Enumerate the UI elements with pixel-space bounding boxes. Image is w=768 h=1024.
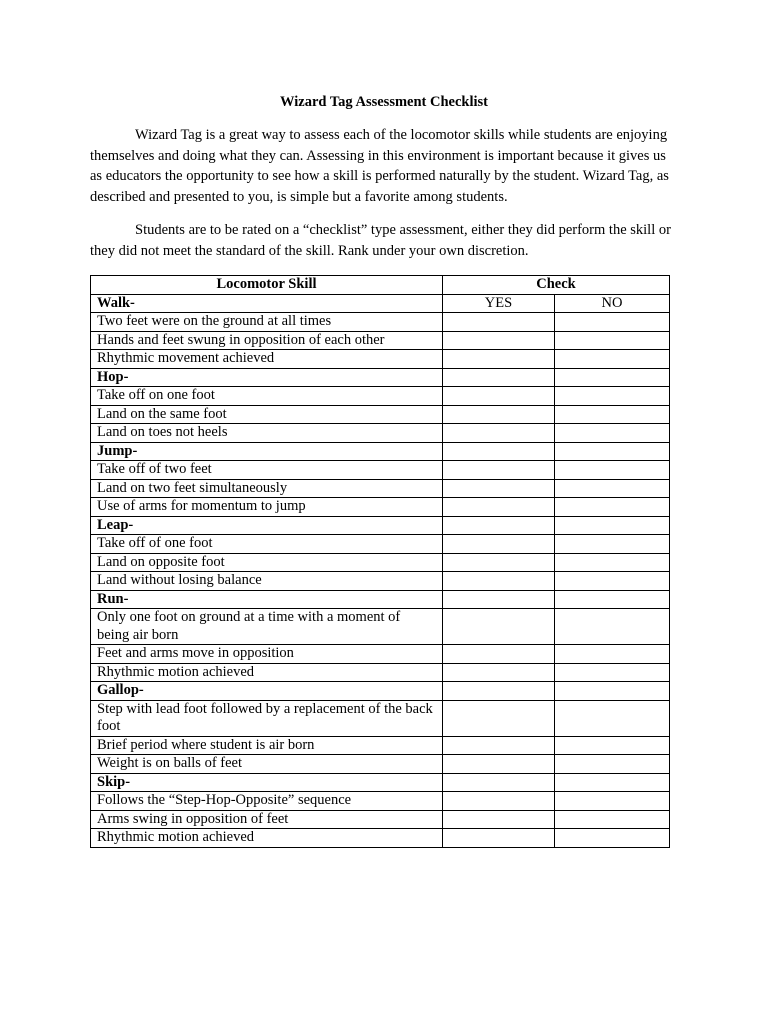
skill-criterion-row (91, 829, 670, 848)
skill-criterion-text: Take off of two feet (91, 461, 443, 480)
yes-check-cell[interactable] (443, 700, 555, 736)
yes-cell[interactable] (443, 516, 555, 535)
yes-cell[interactable] (443, 682, 555, 701)
skill-section-row (91, 590, 670, 609)
skill-section-row (91, 442, 670, 461)
skill-criterion-row (91, 663, 670, 682)
yes-check-cell[interactable] (443, 609, 555, 645)
skill-criterion-text: Rhythmic motion achieved (91, 663, 443, 682)
skill-criterion-row (91, 424, 670, 443)
no-check-cell[interactable] (555, 609, 670, 645)
assessment-table (90, 275, 670, 848)
skill-criterion-text: Hands and feet swung in opposition of each other (91, 331, 443, 350)
no-check-cell[interactable] (555, 313, 670, 332)
yes-check-cell[interactable] (443, 663, 555, 682)
yes-cell[interactable] (443, 368, 555, 387)
yes-check-cell[interactable] (443, 736, 555, 755)
check-header: Check (443, 276, 670, 295)
skill-section-name: Skip- (91, 773, 443, 792)
yes-check-cell[interactable] (443, 461, 555, 480)
skill-criterion-row (91, 609, 670, 645)
no-check-cell[interactable] (555, 479, 670, 498)
skill-criterion-row (91, 313, 670, 332)
no-cell[interactable] (555, 368, 670, 387)
yes-check-cell[interactable] (443, 331, 555, 350)
no-check-cell[interactable] (555, 663, 670, 682)
skill-section-row (91, 773, 670, 792)
skill-criterion-text: Use of arms for momentum to jump (91, 498, 443, 517)
skill-criterion-text: Land on two feet simultaneously (91, 479, 443, 498)
no-check-cell[interactable] (555, 387, 670, 406)
skill-criterion-text: Rhythmic movement achieved (91, 350, 443, 369)
skill-criterion-text: Take off of one foot (91, 535, 443, 554)
skill-section-name: Jump- (91, 442, 443, 461)
no-check-cell[interactable] (555, 736, 670, 755)
no-column-label: NO (555, 294, 670, 313)
skill-criterion-text: Land on toes not heels (91, 424, 443, 443)
no-check-cell[interactable] (555, 755, 670, 774)
skill-criterion-text: Feet and arms move in opposition (91, 645, 443, 664)
skill-criterion-row (91, 405, 670, 424)
skill-criterion-text: Arms swing in opposition of feet (91, 810, 443, 829)
skill-criterion-row (91, 461, 670, 480)
skill-criterion-row (91, 479, 670, 498)
yes-check-cell[interactable] (443, 810, 555, 829)
no-check-cell[interactable] (555, 553, 670, 572)
skill-criterion-row (91, 331, 670, 350)
no-cell[interactable] (555, 590, 670, 609)
yes-check-cell[interactable] (443, 755, 555, 774)
no-check-cell[interactable] (555, 498, 670, 517)
no-check-cell[interactable] (555, 405, 670, 424)
no-check-cell[interactable] (555, 535, 670, 554)
skill-criterion-text: Step with lead foot followed by a replacement of the back foot (91, 700, 443, 736)
no-check-cell[interactable] (555, 331, 670, 350)
skill-criterion-row (91, 535, 670, 554)
yes-check-cell[interactable] (443, 829, 555, 848)
yes-column-label: YES (443, 294, 555, 313)
no-check-cell[interactable] (555, 700, 670, 736)
yes-check-cell[interactable] (443, 313, 555, 332)
no-check-cell[interactable] (555, 350, 670, 369)
skill-criterion-row (91, 810, 670, 829)
skill-section-row (91, 368, 670, 387)
skill-criterion-text: Land on the same foot (91, 405, 443, 424)
skill-section-name: Run- (91, 590, 443, 609)
skill-criterion-row (91, 755, 670, 774)
yes-check-cell[interactable] (443, 792, 555, 811)
skill-criterion-row (91, 792, 670, 811)
table-header-row (91, 276, 670, 295)
skill-section-row (91, 516, 670, 535)
intro-paragraph: Wizard Tag is a great way to assess each of the locomotor skills while students are enjoying themselves and doing what they can. Assessing in this environment is important because it gives us as educators the opportunity to see how a skill is performed naturally by the student. Wizard Tag, as described and presented to you, is simple but a favorite among students. (90, 127, 669, 205)
skill-criterion-row (91, 645, 670, 664)
no-cell[interactable] (555, 682, 670, 701)
no-check-cell[interactable] (555, 810, 670, 829)
skill-criterion-row (91, 498, 670, 517)
skill-criterion-row (91, 553, 670, 572)
skill-criterion-text: Take off on one foot (91, 387, 443, 406)
no-cell[interactable] (555, 516, 670, 535)
yes-check-cell[interactable] (443, 572, 555, 591)
skill-criterion-row (91, 700, 670, 736)
skill-criterion-text: Two feet were on the ground at all times (91, 313, 443, 332)
skill-section-name: Walk- (91, 294, 443, 313)
yes-check-cell[interactable] (443, 424, 555, 443)
skill-criterion-text: Only one foot on ground at a time with a moment of being air born (91, 609, 443, 645)
locomotor-skill-header: Locomotor Skill (91, 276, 443, 295)
skill-criterion-text: Rhythmic motion achieved (91, 829, 443, 848)
skill-criterion-row (91, 387, 670, 406)
yes-cell[interactable] (443, 590, 555, 609)
skill-criterion-text: Brief period where student is air born (91, 736, 443, 755)
document-title: Wizard Tag Assessment Checklist (280, 94, 488, 110)
skill-section-name: Gallop- (91, 682, 443, 701)
yes-check-cell[interactable] (443, 405, 555, 424)
skill-criterion-row (91, 350, 670, 369)
yes-check-cell[interactable] (443, 479, 555, 498)
skill-criterion-row (91, 736, 670, 755)
instructions-paragraph: Students are to be rated on a “checklist” type assessment, either they did perform the skill or they did not meet the standard of the skill. Rank under your own discretion. (90, 222, 671, 259)
assessment-table-body (91, 276, 670, 848)
no-check-cell[interactable] (555, 572, 670, 591)
yes-cell[interactable] (443, 442, 555, 461)
skill-section-row (91, 294, 670, 313)
skill-section-name: Hop- (91, 368, 443, 387)
yes-cell[interactable] (443, 773, 555, 792)
no-check-cell[interactable] (555, 461, 670, 480)
yes-check-cell[interactable] (443, 553, 555, 572)
skill-section-name: Leap- (91, 516, 443, 535)
skill-section-row (91, 682, 670, 701)
no-check-cell[interactable] (555, 645, 670, 664)
no-check-cell[interactable] (555, 829, 670, 848)
skill-criterion-text: Land on opposite foot (91, 553, 443, 572)
skill-criterion-text: Follows the “Step-Hop-Opposite” sequence (91, 792, 443, 811)
yes-check-cell[interactable] (443, 498, 555, 517)
skill-criterion-row (91, 572, 670, 591)
skill-criterion-text: Weight is on balls of feet (91, 755, 443, 774)
skill-criterion-text: Land without losing balance (91, 572, 443, 591)
yes-check-cell[interactable] (443, 350, 555, 369)
no-cell[interactable] (555, 773, 670, 792)
no-check-cell[interactable] (555, 424, 670, 443)
yes-check-cell[interactable] (443, 387, 555, 406)
yes-check-cell[interactable] (443, 535, 555, 554)
no-check-cell[interactable] (555, 792, 670, 811)
yes-check-cell[interactable] (443, 645, 555, 664)
no-cell[interactable] (555, 442, 670, 461)
